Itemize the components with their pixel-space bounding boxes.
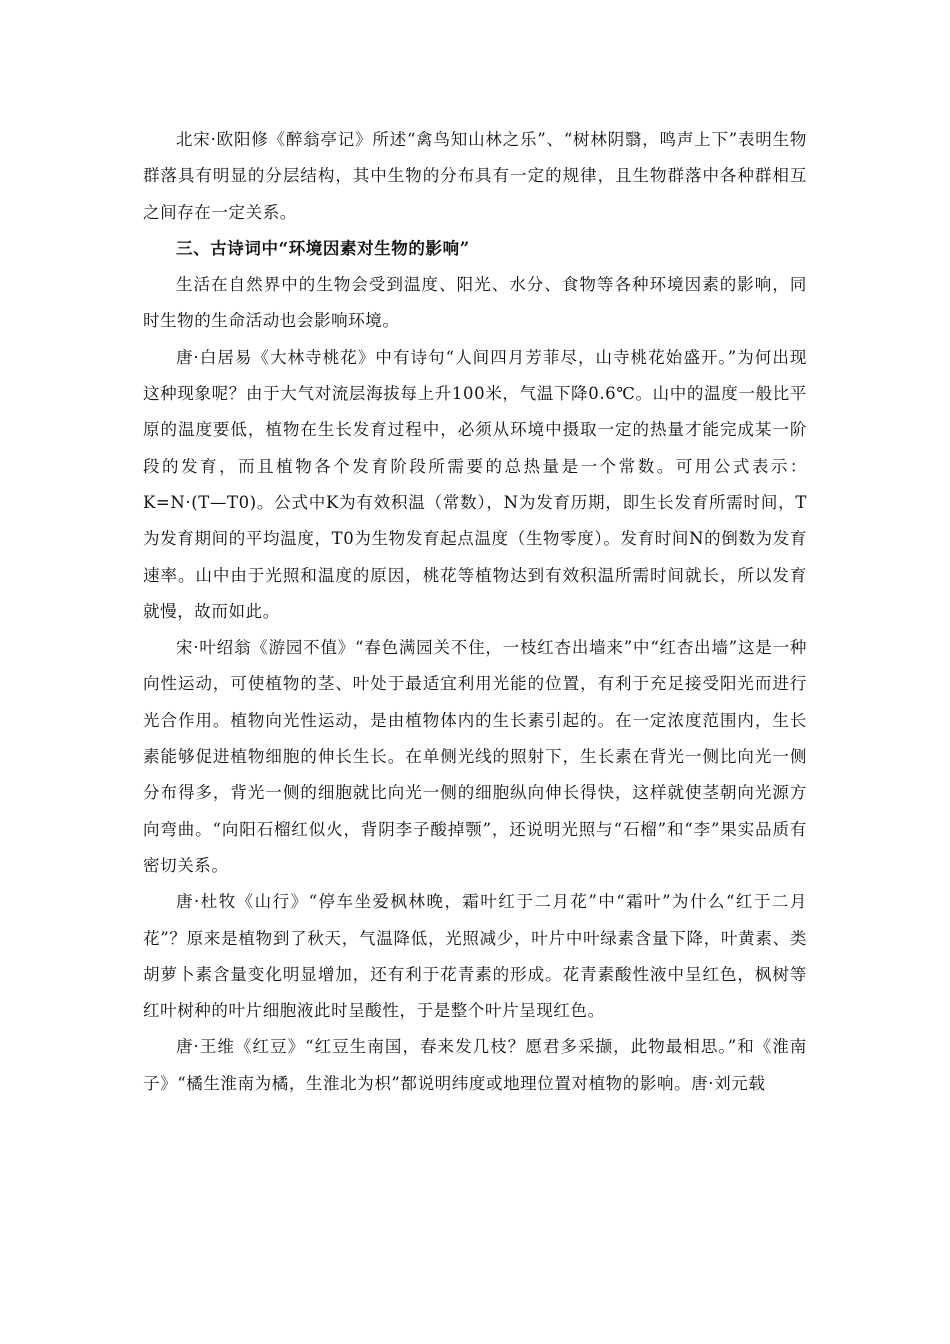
paragraph-peach-blossom: 唐·白居易《大林寺桃花》中有诗句“人间四月芳菲尽，山寺桃花始盛开。”为何出现这种现象呢？由于大气对流层海拔每上升100米，气温下降0.6℃。山中的温度一般比平原的温度要低，植物在生长发育过程中，必须从环境中摄取一定的热量才能完成某一阶段的发育，而且植物各个发育阶段所需要的总热量是一个常数。可用公式表示：K=N·(T—T0)。公式中K为有效积温（常数），N为发育历期，即生长发育所需时间，T为发育期间的平均温度，T0为生物发育起点温度（生物零度）。发育时间N的倒数为发育速率。山中由于光照和温度的原因，桃花等植物达到有效积温所需时间就长，所以发育就慢，故而如此。	[143, 347, 807, 621]
paragraph-red-beans: 唐·王维《红豆》“红豆生南国，春来发几枝？愿君多采撷，此物最相思。”和《淮南子》“橘生淮南为橘，生淮北为枳”都说明纬度或地理位置对植物的影响。唐·刘元载	[143, 1037, 807, 1093]
paragraph-frost-leaves: 唐·杜牧《山行》“停车坐爱枫林晚，霜叶红于二月花”中“霜叶”为什么“红于二月花”？原来是植物到了秋天，气温降低，光照减少，叶片中叶绿素含量下降，叶黄素、类胡萝卜素含量变化明显增加，还有利于花青素的形成。花青素酸性液中呈红色，枫树等红叶树种的叶片细胞液此时呈酸性，于是整个叶片呈现红色。	[143, 892, 807, 1021]
document-page	[143, 122, 807, 1102]
paragraph-layered-structure: 北宋·欧阳修《醉翁亭记》所述“禽鸟知山林之乐”、“树林阴翳，鸣声上下”表明生物群落具有明显的分层结构，其中生物的分布具有一定的规律，且生物群落中各种群相互之间存在一定关系。	[143, 130, 807, 222]
paragraph-red-apricot: 宋·叶绍翁《游园不值》“春色满园关不住，一枝红杏出墙来”中“红杏出墙”这是一种向性运动，可使植物的茎、叶处于最适宜利用光能的位置，有利于充足接受阳光而进行光合作用。植物向光性运动，是由植物体内的生长素引起的。在一定浓度范围内，生长素能够促进植物细胞的伸长生长。在单侧光线的照射下，生长素在背光一侧比向光一侧分布得多，背光一侧的细胞就比向光一侧的细胞纵向伸长得快，这样就使茎朝向光源方向弯曲。“向阳石榴红似火，背阴李子酸掉颚”，还说明光照与“石榴”和“李”果实品质有密切关系。	[143, 638, 807, 875]
section-heading: 三、古诗词中“环境因素对生物的影响”	[176, 238, 470, 258]
paragraph-environment-intro: 生活在自然界中的生物会受到温度、阳光、水分、食物等各种环境因素的影响，同时生物的生命活动也会影响环境。	[143, 275, 807, 331]
